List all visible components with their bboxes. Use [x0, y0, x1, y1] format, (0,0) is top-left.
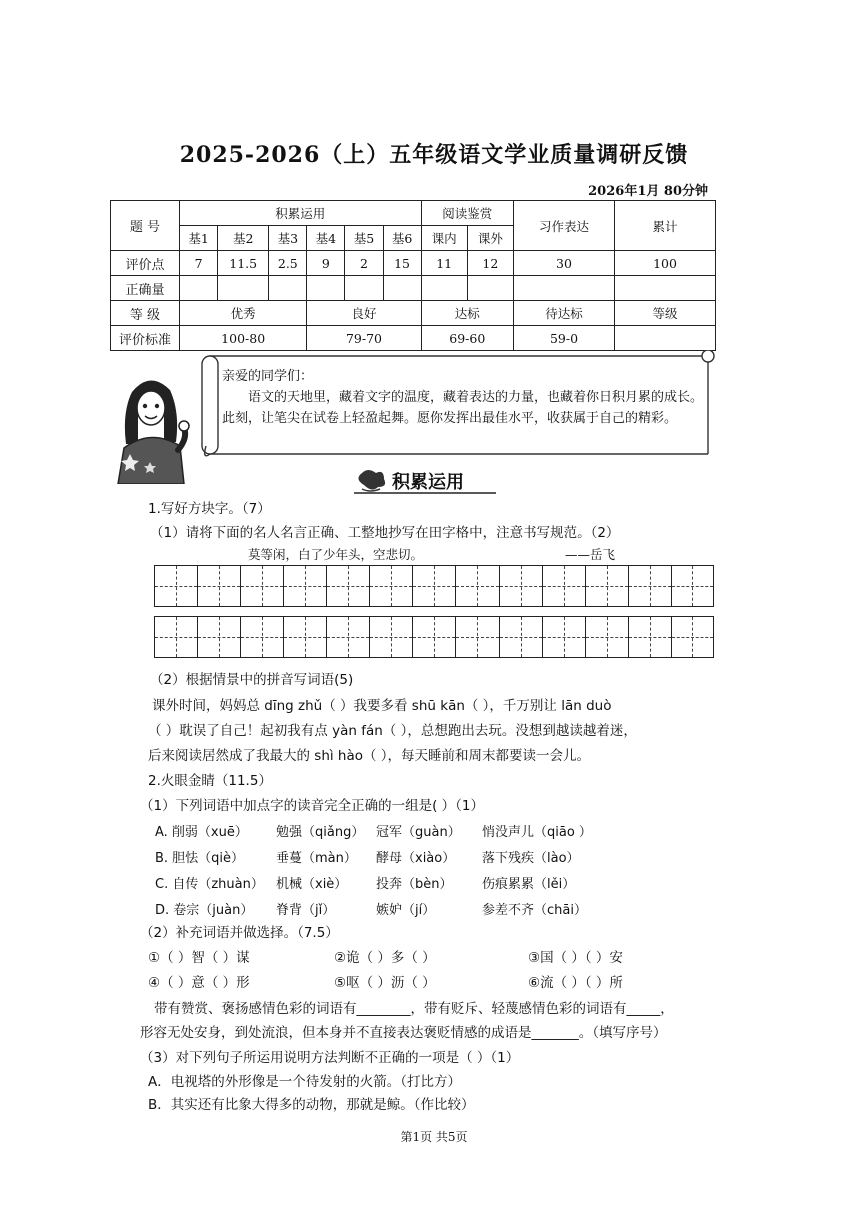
q2-sub3-option: A．电视塔的外形像是一个待发射的火箭。（打比方）	[148, 1074, 461, 1090]
q2-sub3: （3）对下列句子所运用说明方法判断不正确的一项是（ ）（1）	[140, 1050, 520, 1066]
empty-cell[interactable]	[421, 276, 467, 301]
header-question-number: 题 号	[111, 201, 180, 251]
table-row	[111, 301, 716, 326]
teacher-cartoon-icon	[110, 372, 192, 484]
header-accumulation: 积累运用	[180, 201, 422, 226]
grade-cell: 优秀	[180, 301, 307, 326]
sub-header: 基3	[269, 226, 307, 251]
empty-cell[interactable]	[615, 326, 716, 351]
option-b-word: 落下残疾（lào）	[482, 851, 580, 866]
q2-sub2: （2）补充词语并做选择。（7.5）	[140, 925, 339, 941]
empty-cell[interactable]	[269, 276, 307, 301]
points-cell: 11.5	[218, 251, 269, 276]
q1-paragraph-line: 课外时间，妈妈总 dīng zhǔ（ ）我要多看 shū kān（ ），千万别让 lān duò	[152, 698, 612, 714]
tianzige-cell[interactable]	[671, 616, 714, 658]
points-cell: 2.5	[269, 251, 307, 276]
tianzige-cell[interactable]	[240, 565, 283, 607]
row-label: 正确量	[111, 276, 180, 301]
tianzige-cell[interactable]	[326, 616, 369, 658]
tianzige-cell[interactable]	[369, 616, 412, 658]
standard-cell: 79-70	[307, 326, 421, 351]
row-label: 评价标准	[111, 326, 180, 351]
q1-paragraph-line: 后来阅读居然成了我最大的 shì hào（ ），每天睡前和周末都要读一会儿。	[148, 748, 591, 764]
q2-choice-line: 带有赞赏、褒扬感情色彩的词语有________，带有贬斥、轻蔑感情色彩的词语有_____，	[154, 1001, 674, 1017]
option-a-word: A. 削弱（xuē）	[155, 825, 248, 840]
sub-header: 基4	[307, 226, 345, 251]
empty-cell[interactable]	[218, 276, 269, 301]
q2-choice-line: 形容无处安身，到处流浪，但本身并不直接表达褒贬情感的成语是_______。（填写序号）	[140, 1025, 667, 1041]
points-cell: 2	[345, 251, 383, 276]
points-cell: 9	[307, 251, 345, 276]
option-d-word: 脊背（jǐ）	[276, 903, 336, 918]
fill-item: ③国（ ）（ ）安	[528, 950, 623, 966]
tianzige-cell[interactable]	[154, 616, 197, 658]
tianzige-cell[interactable]	[412, 565, 455, 607]
standard-cell: 69-60	[421, 326, 513, 351]
header-writing: 习作表达	[514, 201, 615, 251]
points-cell: 11	[421, 251, 467, 276]
q1-sub1: （1）请将下面的名人名言正确、工整地抄写在田字格中，注意书写规范。（2）	[150, 525, 620, 541]
page-footer: 第1页 共5页	[400, 1130, 468, 1144]
tianzige-cell[interactable]	[585, 616, 628, 658]
sub-header: 课内	[421, 226, 467, 251]
option-d-word: 嫉妒（jí）	[376, 903, 436, 918]
tianzige-cell[interactable]	[369, 565, 412, 607]
option-b-word: 酵母（xiào）	[376, 851, 456, 866]
option-c-word: 机械（xiè）	[276, 877, 348, 892]
fill-item: ④（ ）意（ ）形	[148, 975, 250, 991]
tianzige-row-2[interactable]	[154, 616, 714, 658]
option-d-word: 参差不齐（chāi）	[482, 903, 587, 918]
row-label: 评价点	[111, 251, 180, 276]
grade-cell: 达标	[421, 301, 513, 326]
option-a-word: 勉强（qiǎng）	[276, 825, 365, 840]
tianzige-cell[interactable]	[240, 616, 283, 658]
option-a-word: 冠军（guàn）	[376, 825, 461, 840]
option-b-word: B. 胆怯（qiè）	[155, 851, 245, 866]
fill-item: ②诡（ ）多（ ）	[334, 950, 436, 966]
tianzige-cell[interactable]	[628, 616, 671, 658]
tianzige-cell[interactable]	[326, 565, 369, 607]
points-cell: 15	[383, 251, 421, 276]
standard-cell: 100-80	[180, 326, 307, 351]
q1-title: 1.写好方块字。（7）	[148, 501, 271, 517]
empty-cell[interactable]	[307, 276, 345, 301]
q1-quote-author: ——岳飞	[565, 547, 616, 562]
q1-sub2: （2）根据情景中的拼音写词语(5)	[150, 672, 354, 688]
sub-header: 基2	[218, 226, 269, 251]
tianzige-cell[interactable]	[283, 616, 326, 658]
header-reading: 阅读鉴赏	[421, 201, 513, 226]
tianzige-cell[interactable]	[628, 565, 671, 607]
option-a-word: 悄没声儿（qiāo ）	[482, 825, 592, 840]
tianzige-cell[interactable]	[197, 616, 240, 658]
grade-cell: 良好	[307, 301, 421, 326]
score-table	[110, 200, 716, 351]
tianzige-cell[interactable]	[197, 565, 240, 607]
points-cell: 30	[514, 251, 615, 276]
tianzige-cell[interactable]	[154, 565, 197, 607]
empty-cell[interactable]	[180, 276, 218, 301]
table-row	[111, 201, 716, 226]
empty-cell[interactable]	[345, 276, 383, 301]
option-c-word: 投奔（bèn）	[376, 877, 453, 892]
exam-meta: 2026年1月 80分钟	[588, 184, 708, 199]
table-row	[111, 276, 716, 301]
fill-item: ⑤呕（ ）沥（ ）	[334, 975, 436, 991]
tianzige-cell[interactable]	[671, 565, 714, 607]
page-title: 2025-2026（上）五年级语文学业质量调研反馈	[179, 142, 689, 168]
fill-item: ⑥流（ ）（ ）所	[528, 975, 623, 991]
option-d-word: D. 卷宗（juàn）	[155, 903, 254, 918]
q1-quote: 莫等闲，白了少年头，空悲切。	[248, 547, 424, 562]
q2-sub3-option: B．其实还有比象大得多的动物，那就是鲸。（作比较）	[148, 1097, 475, 1113]
points-cell: 100	[615, 251, 716, 276]
greeting-body: 语文的天地里，藏着文字的温度，藏着表达的力量，也藏着你日积月累的成长。此刻，让笔尖在试卷上轻盈起舞。愿你发挥出最佳水平，收获属于自己的精彩。	[222, 390, 704, 426]
tianzige-cell[interactable]	[455, 565, 498, 607]
tianzige-cell[interactable]	[542, 565, 585, 607]
q2-sub1: （1）下列词语中加点字的读音完全正确的一组是( ）（1）	[140, 798, 484, 814]
option-c-word: 伤痕累累（lěi）	[482, 877, 576, 892]
tianzige-cell[interactable]	[585, 565, 628, 607]
empty-cell[interactable]	[467, 276, 513, 301]
header-total: 累计	[615, 201, 716, 251]
option-c-word: C. 自传（zhuàn）	[155, 877, 264, 892]
sub-header: 基6	[383, 226, 421, 251]
empty-cell[interactable]	[615, 276, 716, 301]
q1-paragraph-line: （ ）耽误了自己！起初我有点 yàn fán（ ），总想跑出去玩。没想到越读越着迷，	[148, 723, 637, 739]
sub-header: 基1	[180, 226, 218, 251]
points-cell: 7	[180, 251, 218, 276]
standard-cell: 59-0	[514, 326, 615, 351]
option-b-word: 垂蔓（màn）	[276, 851, 357, 866]
fill-item: ①（ ）智（ ）谋	[148, 950, 250, 966]
row-label: 等 级	[111, 301, 180, 326]
sub-header: 基5	[345, 226, 383, 251]
grade-cell: 待达标	[514, 301, 615, 326]
points-cell: 12	[467, 251, 513, 276]
table-row	[111, 326, 716, 351]
tianzige-cell[interactable]	[499, 616, 542, 658]
q2-title: 2.火眼金睛（11.5）	[148, 773, 272, 789]
grade-cell: 等级	[615, 301, 716, 326]
tianzige-cell[interactable]	[499, 565, 542, 607]
tianzige-row-1[interactable]	[154, 565, 714, 607]
tianzige-cell[interactable]	[412, 616, 455, 658]
tianzige-cell[interactable]	[542, 616, 585, 658]
empty-cell[interactable]	[383, 276, 421, 301]
table-row	[111, 251, 716, 276]
tianzige-cell[interactable]	[283, 565, 326, 607]
section-title: 积累运用	[392, 472, 464, 493]
sub-header: 课外	[467, 226, 513, 251]
greeting-text	[222, 366, 708, 429]
greeting-salutation: 亲爱的同学们：	[222, 369, 314, 384]
tianzige-cell[interactable]	[455, 616, 498, 658]
empty-cell[interactable]	[514, 276, 615, 301]
